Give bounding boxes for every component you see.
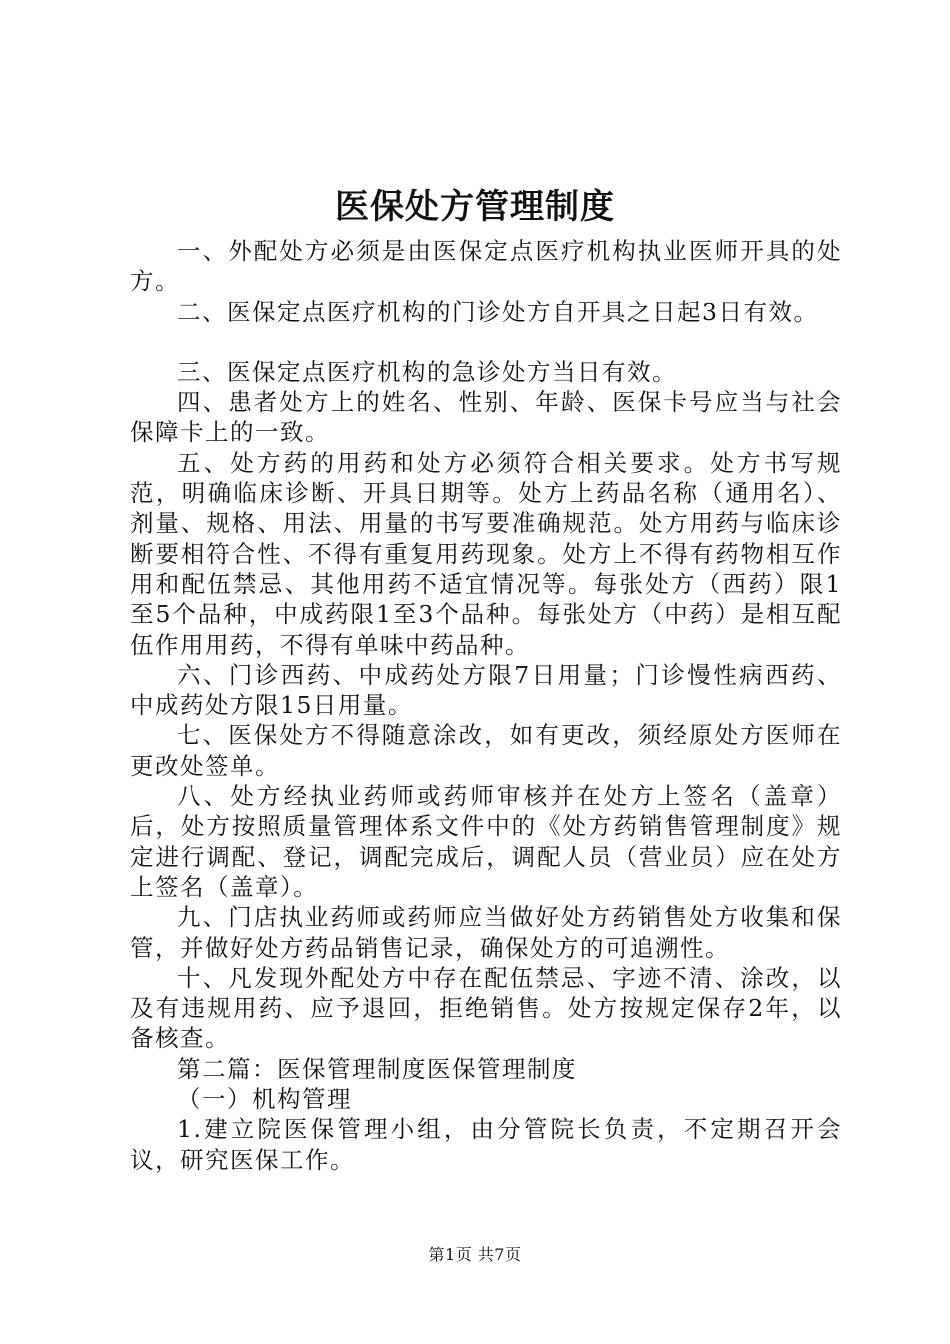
paragraph-1: 一、外配处方必须是由医保定点医疗机构执业医师开具的处方。 <box>130 237 842 296</box>
paragraph-3: 三、医保定点医疗机构的急诊处方当日有效。 <box>177 357 677 386</box>
subsection-heading-institution: （一）机构管理 <box>177 1085 352 1114</box>
page-footer: 第1页 共7页 <box>428 1245 522 1264</box>
paragraph-9: 九、门店执业药师或药师应当做好处方药销售处方收集和保管，并做好处方药品销售记录，确保处方的可追溯性。 <box>130 903 842 962</box>
document-title: 医保处方管理制度 <box>335 187 615 227</box>
document-body <box>130 236 842 1175</box>
paragraph-7: 七、医保处方不得随意涂改，如有更改，须经原处方医师在更改处签单。 <box>130 721 842 780</box>
paragraph-item-1: 1.建立院医保管理小组，由分管院长负责，不定期召开会议，研究医保工作。 <box>130 1115 842 1174</box>
section-heading-part-two: 第二篇：医保管理制度医保管理制度 <box>177 1054 577 1083</box>
paragraph-2: 二、医保定点医疗机构的门诊处方自开具之日起3日有效。 <box>177 297 819 326</box>
paragraph-8: 八、处方经执业药师或药师审核并在处方上签名（盖章）后，处方按照质量管理体系文件中的《处方药销售管理制度》规定进行调配、登记，调配完成后，调配人员（营业员）应在处方上签名（盖章）。 <box>130 782 842 901</box>
paragraph-10: 十、凡发现外配处方中存在配伍禁忌、字迹不清、涂改，以及有违规用药、应予退回，拒绝销售。处方按规定保存2年，以备核查。 <box>130 963 842 1053</box>
paragraph-4: 四、患者处方上的姓名、性别、年龄、医保卡号应当与社会保障卡上的一致。 <box>130 388 842 447</box>
paragraph-5: 五、处方药的用药和处方必须符合相关要求。处方书写规范，明确临床诊断、开具日期等。处方上药品名称（通用名）、剂量、规格、用法、用量的书写要准确规范。处方用药与临床诊断要相符合性、不得有重复用药现象。处方上不得有药物相互作用和配伍禁忌、其他用药不适宜情况等。每张处方（西药）限1至5个品种，中成药限1至3个品种。每张处方（中药）是相互配伍作用用药，不得有单味中药品种。 <box>130 448 842 659</box>
paragraph-6: 六、门诊西药、中成药处方限7日用量；门诊慢性病西药、中成药处方限15日用量。 <box>130 660 842 720</box>
